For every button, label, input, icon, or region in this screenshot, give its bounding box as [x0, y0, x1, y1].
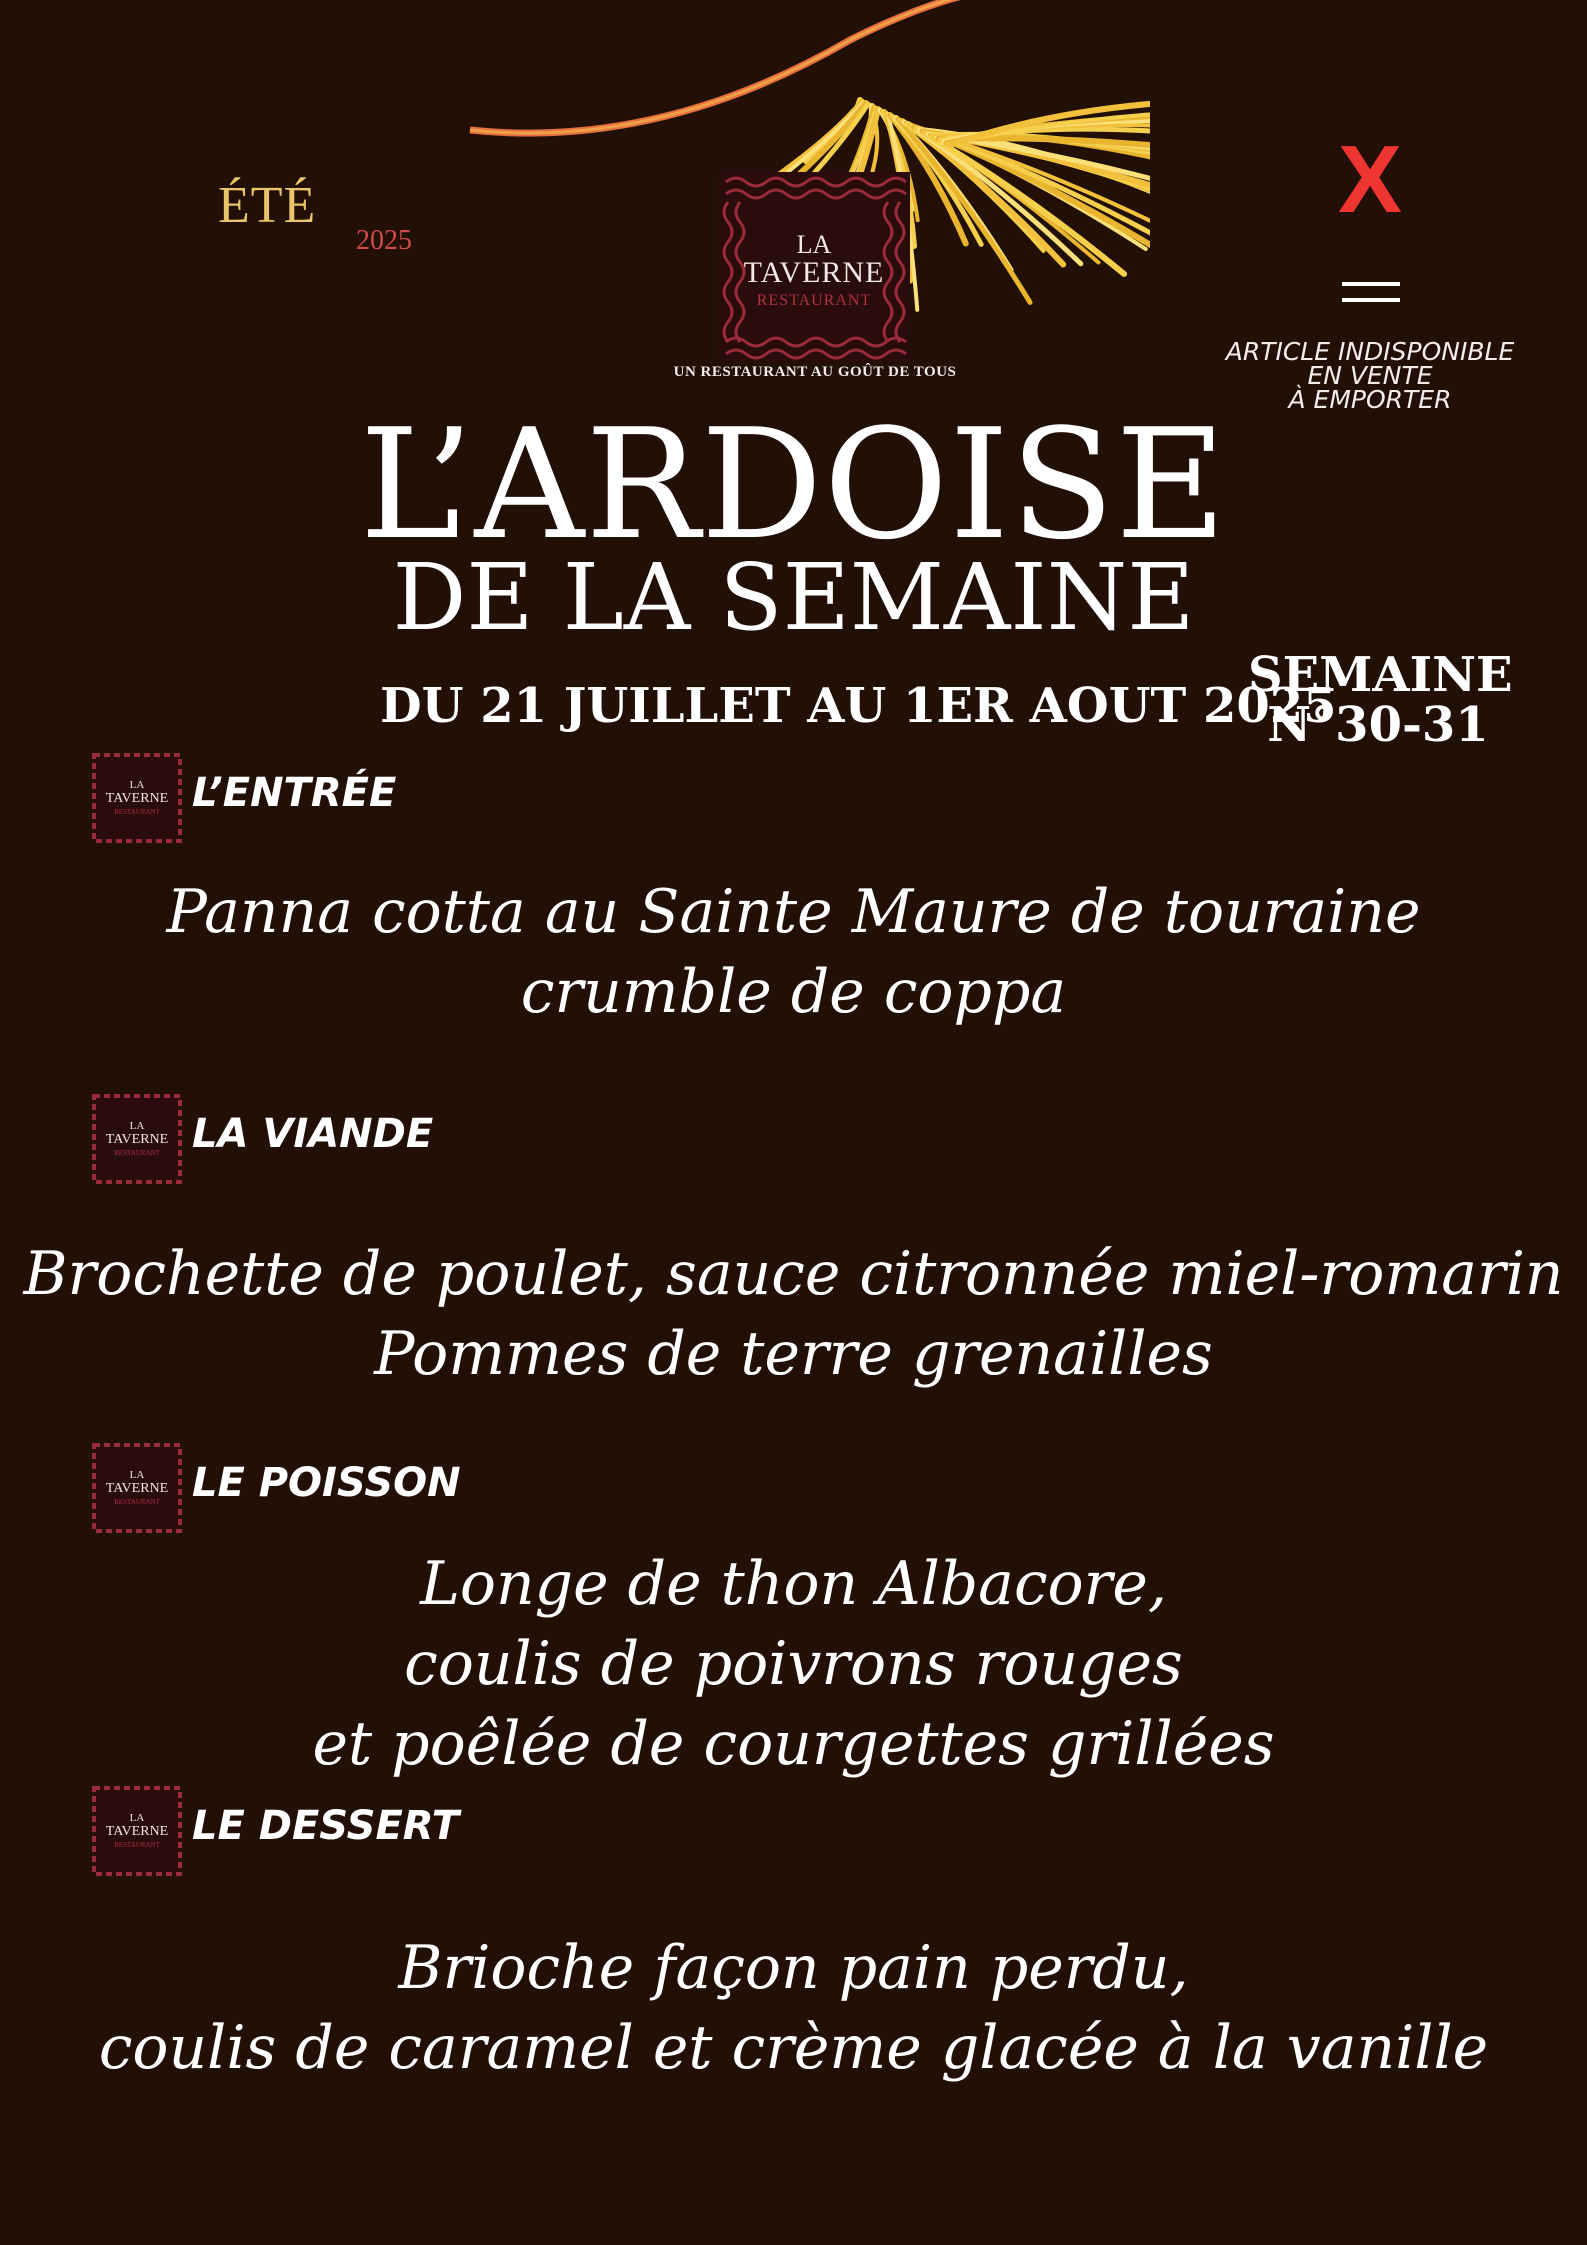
- section-title-poisson: LE POISSON: [192, 1460, 461, 1506]
- dish-line: Brochette de poulet, sauce citronnée miel-romarin: [23, 1239, 1564, 1309]
- note-line-3: À EMPORTER: [1288, 385, 1452, 414]
- date-range: DU 21 JUILLET AU 1ER AOUT 2025: [380, 678, 1337, 734]
- season-label: ÉTÉ: [218, 177, 317, 234]
- page-title: L’ARDOISE: [359, 396, 1228, 573]
- dish-viande: [0, 1234, 1587, 1394]
- dish-line: et poêlée de courgettes grillées: [312, 1709, 1275, 1779]
- logo-line-restaurant: RESTAURANT: [756, 292, 872, 309]
- dish-entree: [0, 872, 1587, 1032]
- section-logo-icon: LA TAVERNE RESTAURANT: [92, 753, 182, 843]
- unavailable-note: [1200, 337, 1540, 414]
- week-value: N°30-31: [1267, 697, 1489, 753]
- logo-line-la: LA: [796, 230, 832, 259]
- dish-line: Panna cotta au Sainte Maure de touraine: [166, 877, 1421, 947]
- page-subtitle: DE LA SEMAINE: [392, 544, 1195, 651]
- section-logo-icon: LA TAVERNE RESTAURANT: [92, 1786, 182, 1876]
- logo-line-taverne: TAVERNE: [743, 256, 885, 289]
- section-logo-icon: LA TAVERNE RESTAURANT: [92, 1094, 182, 1184]
- equals-icon: [1342, 282, 1400, 314]
- season-year: 2025: [356, 225, 412, 256]
- section-logo-icon: LA TAVERNE RESTAURANT: [92, 1443, 182, 1533]
- section-title-viande: LA VIANDE: [192, 1111, 434, 1157]
- note-line-1: ARTICLE INDISPONIBLE: [1225, 337, 1515, 366]
- dish-line: Pommes de terre grenailles: [374, 1319, 1213, 1389]
- week-label: SEMAINE: [1248, 647, 1513, 703]
- dish-line: Brioche façon pain perdu,: [398, 1933, 1189, 2003]
- dish-line: Longe de thon Albacore,: [420, 1549, 1167, 1619]
- section-title-entree: L’ENTRÉE: [192, 770, 397, 816]
- dish-line: coulis de caramel et crème glacée à la vanille: [98, 2013, 1489, 2083]
- note-line-2: EN VENTE: [1307, 361, 1433, 390]
- restaurant-logo: [718, 172, 910, 362]
- dish-line: coulis de poivrons rouges: [404, 1629, 1183, 1699]
- section-title-dessert: LE DESSERT: [192, 1803, 460, 1849]
- dish-dessert: [0, 1928, 1587, 2088]
- restaurant-tagline: UN RESTAURANT AU GOÛT DE TOUS: [673, 364, 957, 380]
- dish-poisson: [0, 1544, 1587, 1784]
- week-number: [1248, 647, 1513, 753]
- unavailable-x-icon: X: [1337, 126, 1403, 233]
- dish-line: crumble de coppa: [520, 957, 1067, 1027]
